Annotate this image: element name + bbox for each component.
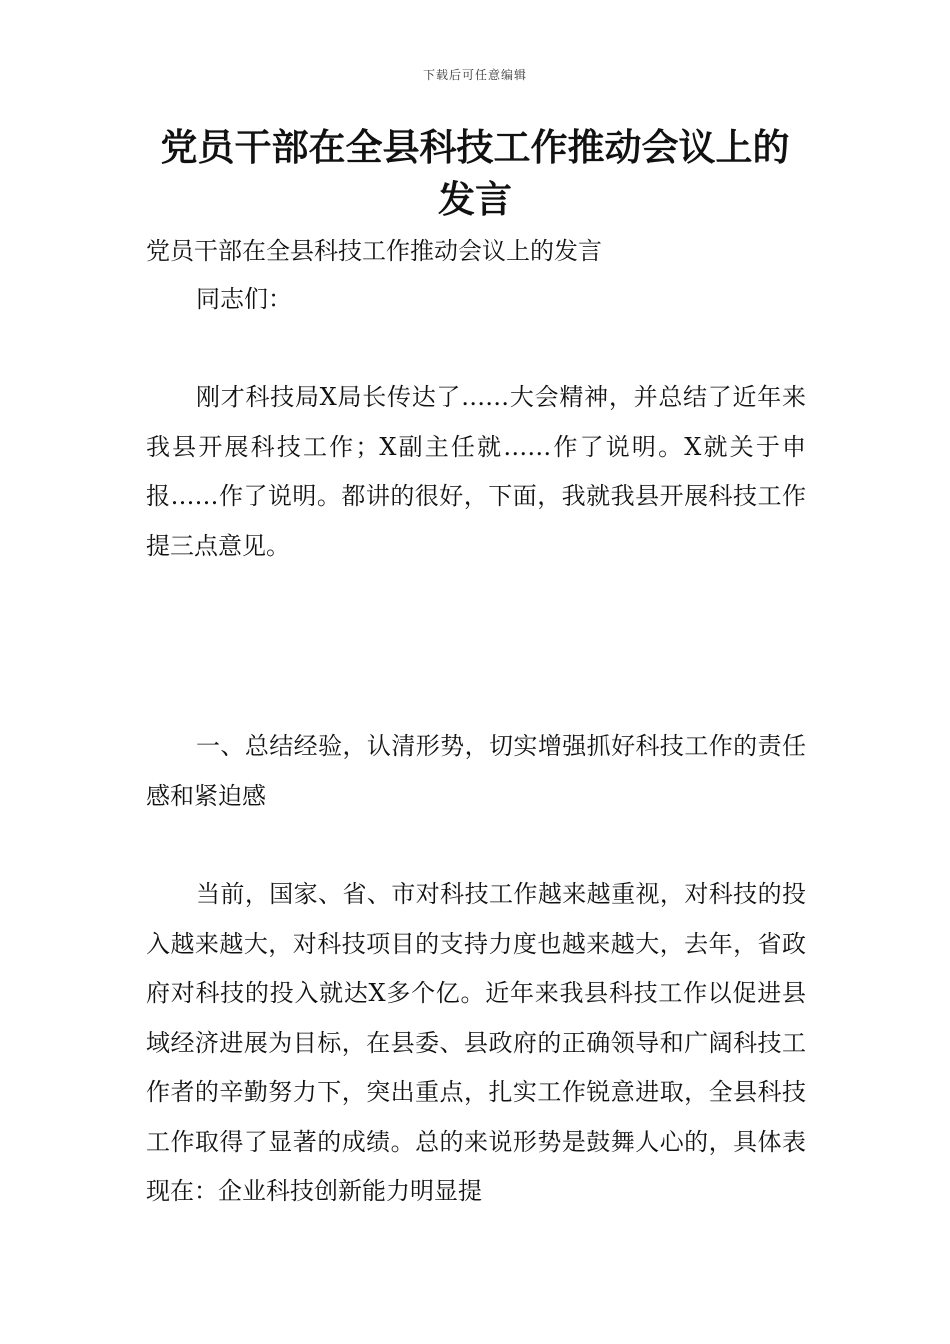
section-heading-1: 一、总结经验，认清形势，切实增强抓好科技工作的责任感和紧迫感 bbox=[146, 732, 806, 810]
document-subtitle: 党员干部在全县科技工作推动会议上的发言 bbox=[146, 237, 602, 265]
salutation: 同志们： bbox=[196, 285, 292, 313]
header-note: 下载后可任意编辑 bbox=[422, 68, 527, 82]
paragraph-intro: 刚才科技局X局长传达了……大会精神，并总结了近年来我县开展科技工作；X副主任就……作了说明。X就关于申报……作了说明。都讲的很好，下面，我就我县开展科技工作提三点意见。 bbox=[146, 383, 806, 560]
document-title: 党员干部在全县科技工作推动会议上的发言 bbox=[160, 126, 790, 221]
paragraph-situation: 当前，国家、省、市对科技工作越来越重视，对科技的投入越来越大，对科技项目的支持力度也越来越大，去年，省政府对科技的投入就达X多个亿。近年来我县科技工作以促进县域经济进展为目标，在县委、县政府的正确领导和广阔科技工作者的辛勤努力下，突出重点，扎实工作锐意进取，全县科技工作取得了显著的成绩。总的来说形势是鼓舞人心的，具体表现在：企业科技创新能力明显提 bbox=[146, 880, 806, 1205]
